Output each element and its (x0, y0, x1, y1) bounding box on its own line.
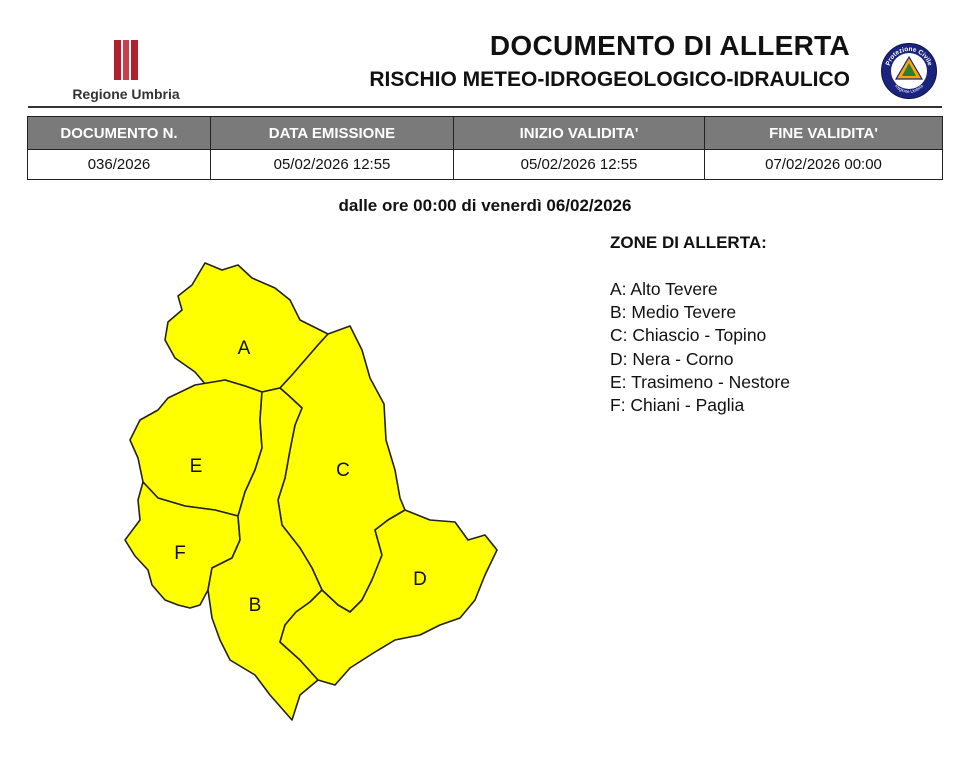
zone-item-d: D: Nera - Corno (610, 348, 734, 369)
document-title: DOCUMENTO DI ALLERTA (489, 30, 850, 61)
document-info-table (27, 116, 943, 180)
civil-protection-logo (880, 42, 938, 100)
document-subtitle: RISCHIO METEO-IDROGEOLOGICO-IDRAULICO (369, 68, 850, 91)
info-table-value-row (28, 150, 943, 180)
issue-date: 05/02/2026 12:55 (211, 150, 454, 180)
header-document-number: DOCUMENTO N. (28, 117, 211, 150)
alert-period: dalle ore 00:00 di venerdì 06/02/2026 (338, 196, 632, 215)
zones-title: ZONE DI ALLERTA: (610, 233, 767, 252)
header-rule (28, 106, 942, 108)
region-flag-icon (114, 40, 138, 80)
info-table-header-row (28, 117, 943, 150)
header-validity-end: FINE VALIDITA' (705, 117, 943, 150)
zone-b-label: B (248, 595, 262, 616)
region-logo (62, 40, 190, 102)
zone-item-c: C: Chiascio - Topino (610, 325, 767, 346)
emblem-text: Protezione Civile (884, 45, 934, 67)
zone-a-label: A (237, 338, 251, 359)
validity-start: 05/02/2026 12:55 (454, 150, 705, 180)
zones-list (610, 278, 790, 417)
zone-e-label: E (189, 456, 203, 477)
header-issue-date: DATA EMISSIONE (211, 117, 454, 150)
header-validity-start: INIZIO VALIDITA' (454, 117, 705, 150)
zone-item-f: F: Chiani - Paglia (610, 395, 745, 416)
zone-f-label: F (174, 543, 186, 564)
zone-item-a: A: Alto Tevere (610, 279, 718, 299)
umbria-alert-map (118, 255, 503, 725)
zone-d-label: D (413, 569, 427, 590)
region-name: Regione Umbria (72, 86, 180, 102)
document-number: 036/2026 (28, 150, 211, 180)
zone-item-b: B: Medio Tevere (610, 302, 737, 323)
emblem-subtext: Regione Umbria (893, 83, 925, 95)
validity-end: 07/02/2026 00:00 (705, 150, 943, 180)
zone-item-e: E: Trasimeno - Nestore (610, 371, 790, 392)
zone-c-label: C (336, 460, 350, 481)
